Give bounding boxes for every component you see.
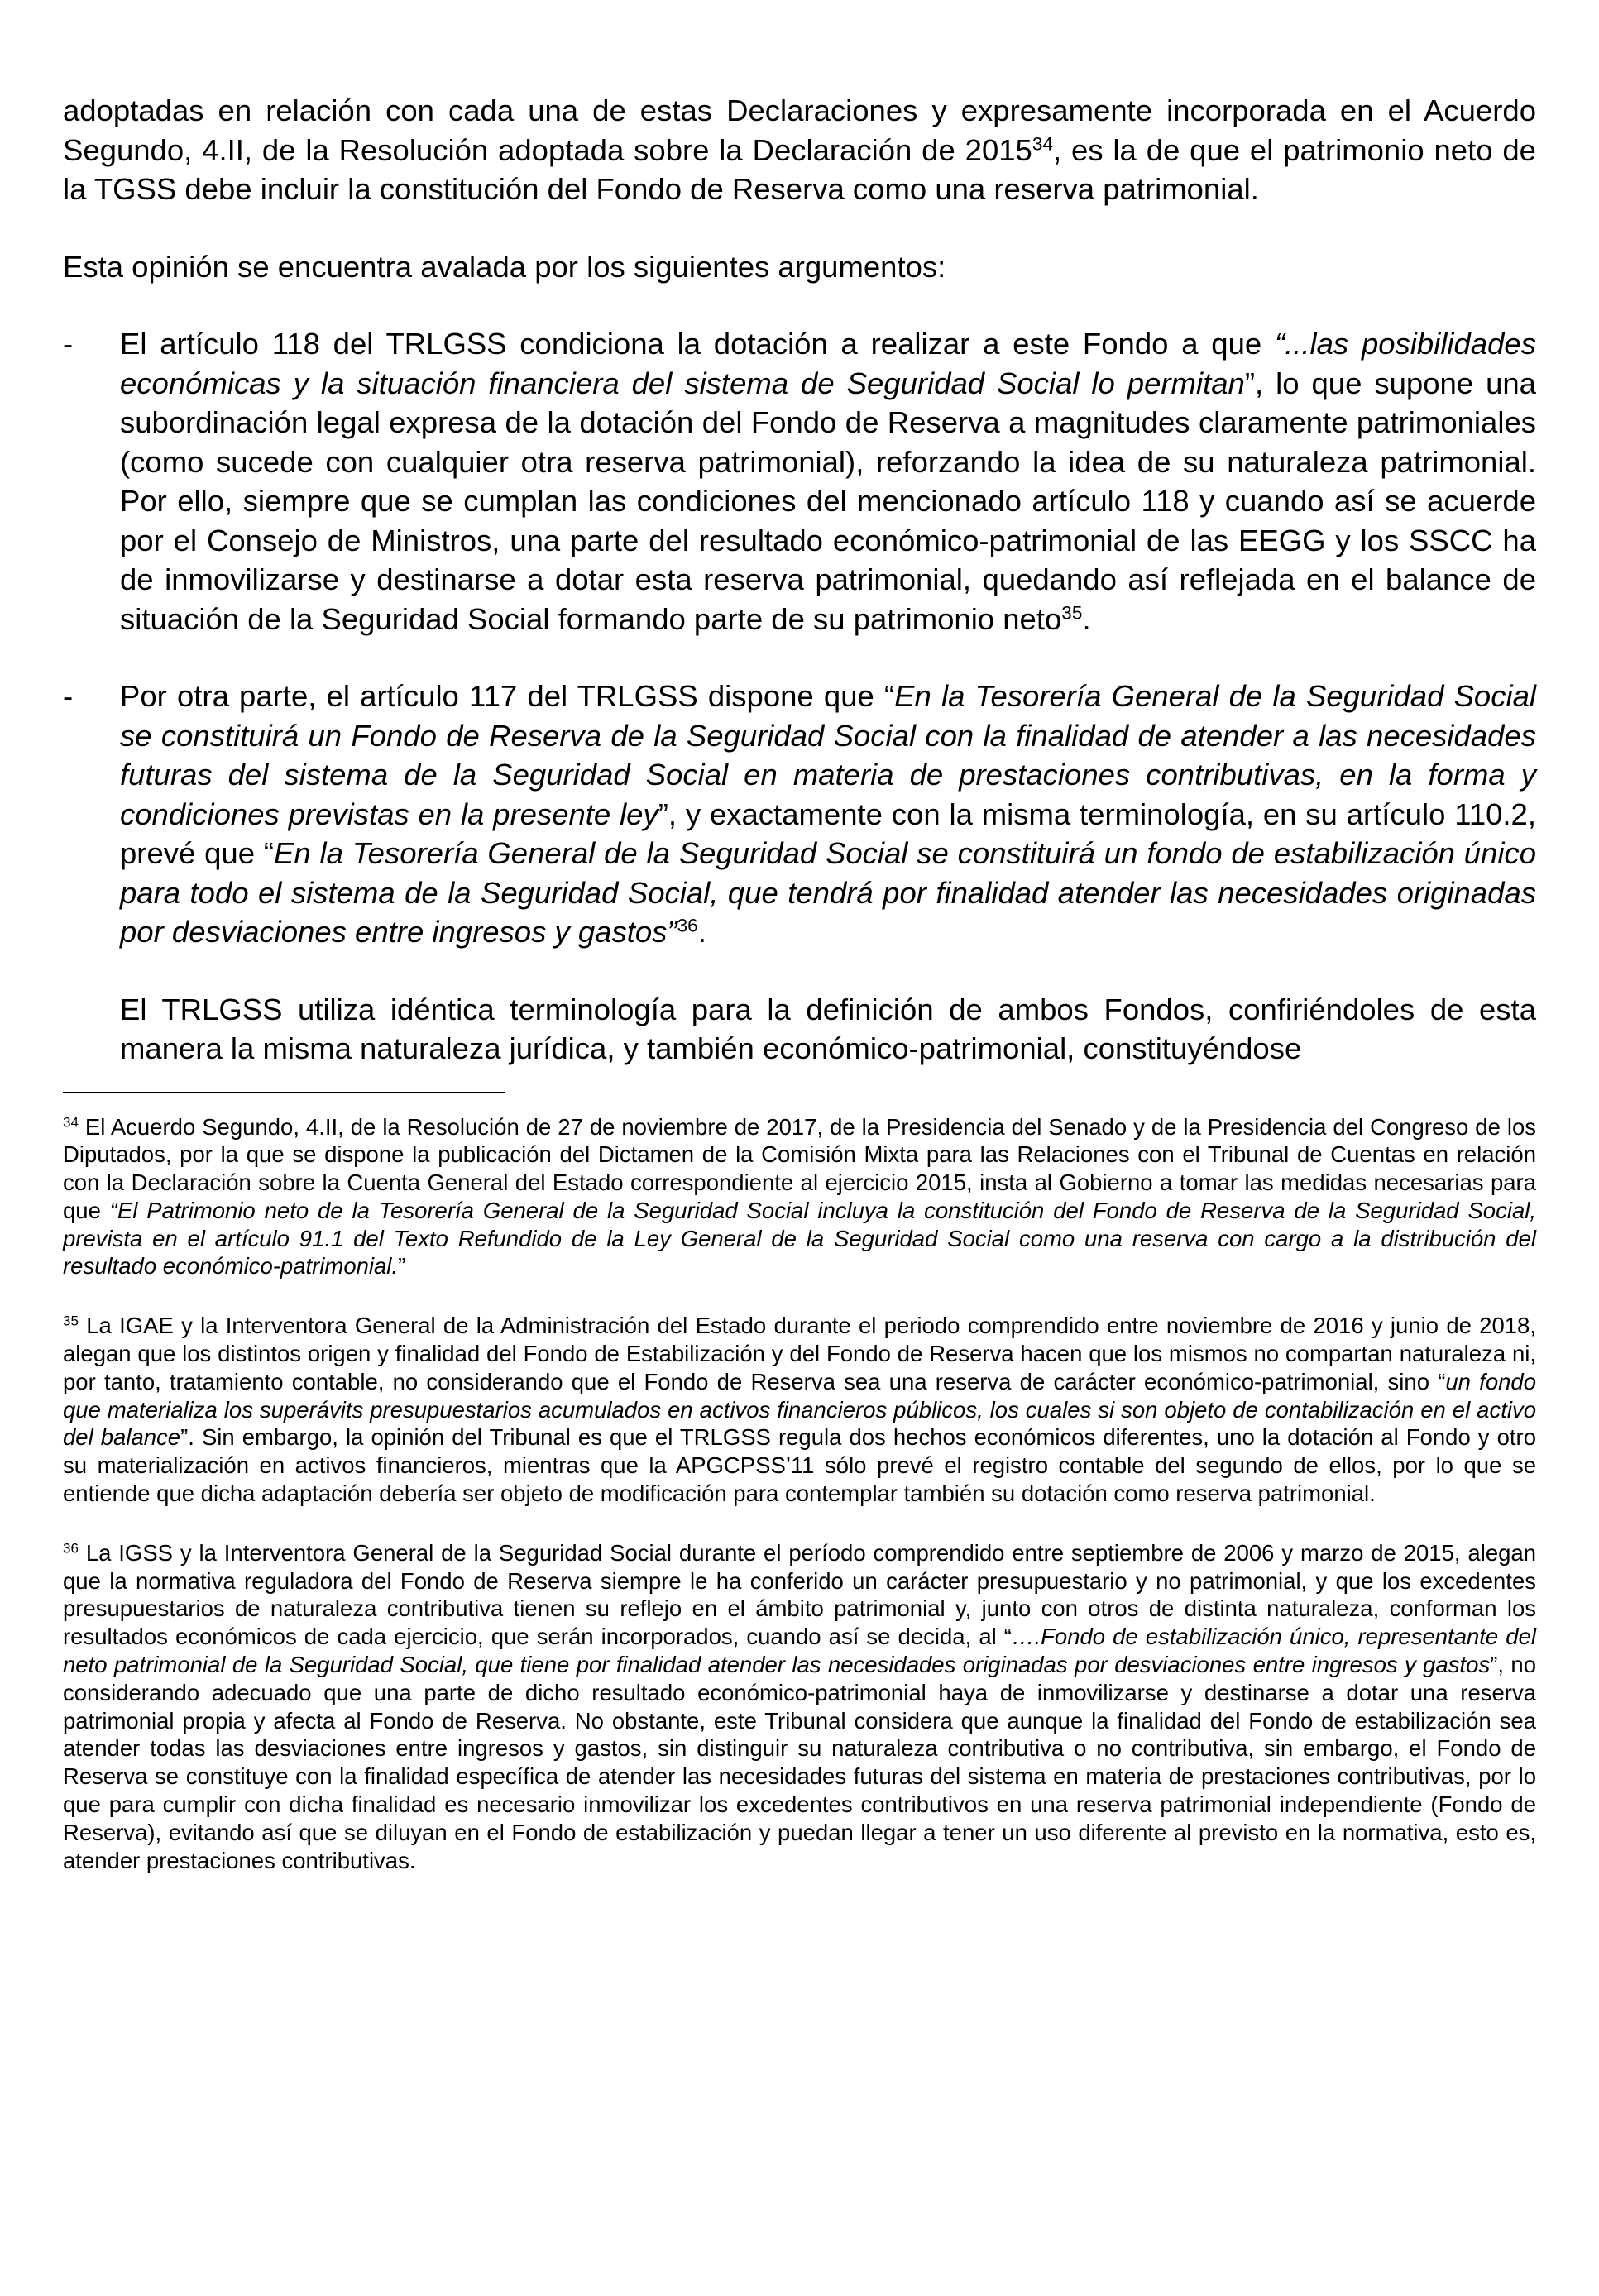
footnote-ref-34[interactable]: 34	[1032, 133, 1054, 155]
footnote-number: 34	[63, 1114, 79, 1131]
footnote-34: $^{34}$ El Acuerdo Segundo, 4.II, de la Resolución de 27 de noviembre de 2017, de la Presidencia del Senado y de la Presidencia del Congreso de los Diputados, por la que se dispone la publicación del Dictamen de la Comisión Mixta para las Relaciones con el Tribunal de Cuentas en relación con la Declaración sobre la Cuenta General del Estado correspondiente al ejercicio 2015, insta al Gobierno a tomar las medidas necesarias para que “El Patrimonio neto de la Tesorería General de la Seguridad Social incluya la constitución del Fondo de Reserva de la Seguridad Social, prevista en el artículo 91.1 del Texto Refundido de la Ley General de la Seguridad Social como una reserva con cargo a la distribución del resultado económico-patrimonial.”	[63, 1113, 1536, 1280]
bullet-item-2	[63, 677, 1536, 952]
footnote-ref-36[interactable]: 36	[677, 915, 698, 936]
quote-article-118: “...las posibilidades económicas y la situación financiera del sistema de Seguridad Social lo permitan	[120, 327, 1536, 400]
continuation-paragraph: El TRLGSS utiliza idéntica terminología para la definición de ambos Fondos, confiriéndoles de esta manera la misma naturaleza jurídica, y también económico-patrimonial, constituyéndose	[120, 992, 1536, 1065]
bullet-2-text: Por otra parte, el artículo 117 del TRLGSS dispone que “En la Tesorería General de la Seguridad Social se constituirá un Fondo de Reserva de la Seguridad Social con la finalidad de atender a las necesidades futuras del sistema de la Seguridad Social en materia de prestaciones contributivas, en la forma y condiciones previstas en la presente ley”, y exactamente con la misma terminología, en su artículo 110.2, prevé que “En la Tesorería General de la Seguridad Social se constituirá un fondo de estabilización único para todo el sistema de la Seguridad Social, que tendrá por finalidad atender las necesidades originadas por desviaciones entre ingresos y gastos”$^{36}$.	[120, 679, 1537, 949]
bullet-dash: -	[63, 327, 74, 361]
footnote-35: $^{35}$ La IGAE y la Interventora General de la Administración del Estado durante el periodo comprendido entre noviembre de 2016 y junio de 2018, alegan que los distintos origen y finalidad del Fondo de Estabilización y del Fondo de Reserva hacen que los mismos no compartan naturaleza ni, por tanto, tratamiento contable, no considerando que el Fondo de Reserva sea una reserva de carácter económico-patrimonial, sino “un fondo que materializa los superávits presupuestarios acumulados en activos financieros públicos, los cuales si son objeto de contabilización en el activo del balance”. Sin embargo, la opinión del Tribunal es que el TRLGSS regula dos hechos económicos diferentes, uno la dotación al Fondo y otro su materialización en activos financieros, mientras que la APGCPSS’11 sólo prevé el registro contable del segundo de ellos, por lo que se entiende que dicha adaptación debería ser objeto de modificación para contemplar también su dotación como reserva patrimonial.	[63, 1313, 1536, 1507]
intro-text-b: , es la de que el patrimonio neto de la TGSS debe incluir la constitución del Fondo de Reserva como una reserva patrimonial.	[63, 132, 1536, 206]
quote-article-110: En la Tesorería General de la Seguridad Social se constituirá un fondo de estabilización único para todo el sistema de la Seguridad Social, que tendrá por finalidad atender las necesidades originadas por desviaciones entre ingresos y gastos”	[120, 836, 1536, 949]
footnote-number: 35	[63, 1313, 79, 1329]
arguments-intro: Esta opinión se encuentra avalada por los siguientes argumentos:	[63, 249, 946, 284]
intro-paragraph	[63, 91, 1536, 209]
footnote-number: 36	[63, 1540, 79, 1557]
quote-article-117: En la Tesorería General de la Seguridad Social se constituirá un Fondo de Reserva de la Seguridad Social con la finalidad de atender a las necesidades futuras del sistema de la Seguridad Social en materia de prestaciones contributivas, en la forma y condiciones previstas en la presente ley	[120, 679, 1536, 831]
bullet-item-1	[63, 324, 1536, 639]
bullet-1-text: El artículo 118 del TRLGSS condiciona la dotación a realizar a este Fondo a que “...las posibilidades económicas y la situación financiera del sistema de Seguridad Social lo permitan”, lo que supone una subordinación legal expresa de la dotación del Fondo de Reserva a magnitudes claramente patrimoniales (como sucede con cualquier otra reserva patrimonial), reforzando la idea de su naturaleza patrimonial. Por ello, siempre que se cumplan las condiciones del mencionado artículo 118 y cuando así se acuerde por el Consejo de Ministros, una parte del resultado económico-patrimonial de las EEGG y los SSCC ha de inmovilizarse y destinarse a dotar esta reserva patrimonial, quedando así reflejada en el balance de situación de la Seguridad Social formando parte de su patrimonio neto$^{35}$.	[120, 327, 1536, 636]
footnote-36: $^{36}$ La IGSS y la Interventora General de la Seguridad Social durante el período comprendido entre septiembre de 2006 y marzo de 2015, alegan que la normativa reguladora del Fondo de Reserva siempre le ha conferido un carácter presupuestario y no patrimonial, y que los excedentes presupuestarios de naturaleza contributiva tienen su reflejo en el ámbito patrimonial y, junto con otros de distinta naturaleza, conforman los resultados económicos de cada ejercicio, que serán incorporados, cuando así se decida, al “….Fondo de estabilización único, representante del neto patrimonial de la Seguridad Social, que tiene por finalidad atender las necesidades originadas por desviaciones entre ingresos y gastos”, no considerando adecuado que una parte de dicho resultado económico-patrimonial haya de inmovilizarse y destinarse a dotar una reserva patrimonial propia y afecta al Fondo de Reserva. No obstante, este Tribunal considera que aunque la finalidad del Fondo de estabilización sea atender todas las desviaciones entre ingresos y gastos, sin distinguir su naturaleza contributiva o no contributiva, sin embargo, el Fondo de Reserva se constituye con la finalidad específica de atender las necesidades futuras del sistema en materia de prestaciones contributivas, por lo que para cumplir con dicha finalidad es necesario inmovilizar los excedentes contributivos en una reserva patrimonial independiente (Fondo de Reserva), evitando así que se diluyan en el Fondo de estabilización y puedan llegar a tener un uso diferente al previsto en la normativa, esto es, atender prestaciones contributivas.	[63, 1539, 1536, 1873]
bullet-dash: -	[63, 679, 74, 713]
footnote-separator	[63, 1092, 505, 1093]
footnote-ref-35[interactable]: 35	[1061, 602, 1083, 624]
intro-text-a: adoptadas en relación con cada una de estas Declaraciones y expresamente incorporada en el Acuerdo Segundo, 4.II, de la Resolución adoptada sobre la Declaración de 2015	[63, 93, 1536, 167]
